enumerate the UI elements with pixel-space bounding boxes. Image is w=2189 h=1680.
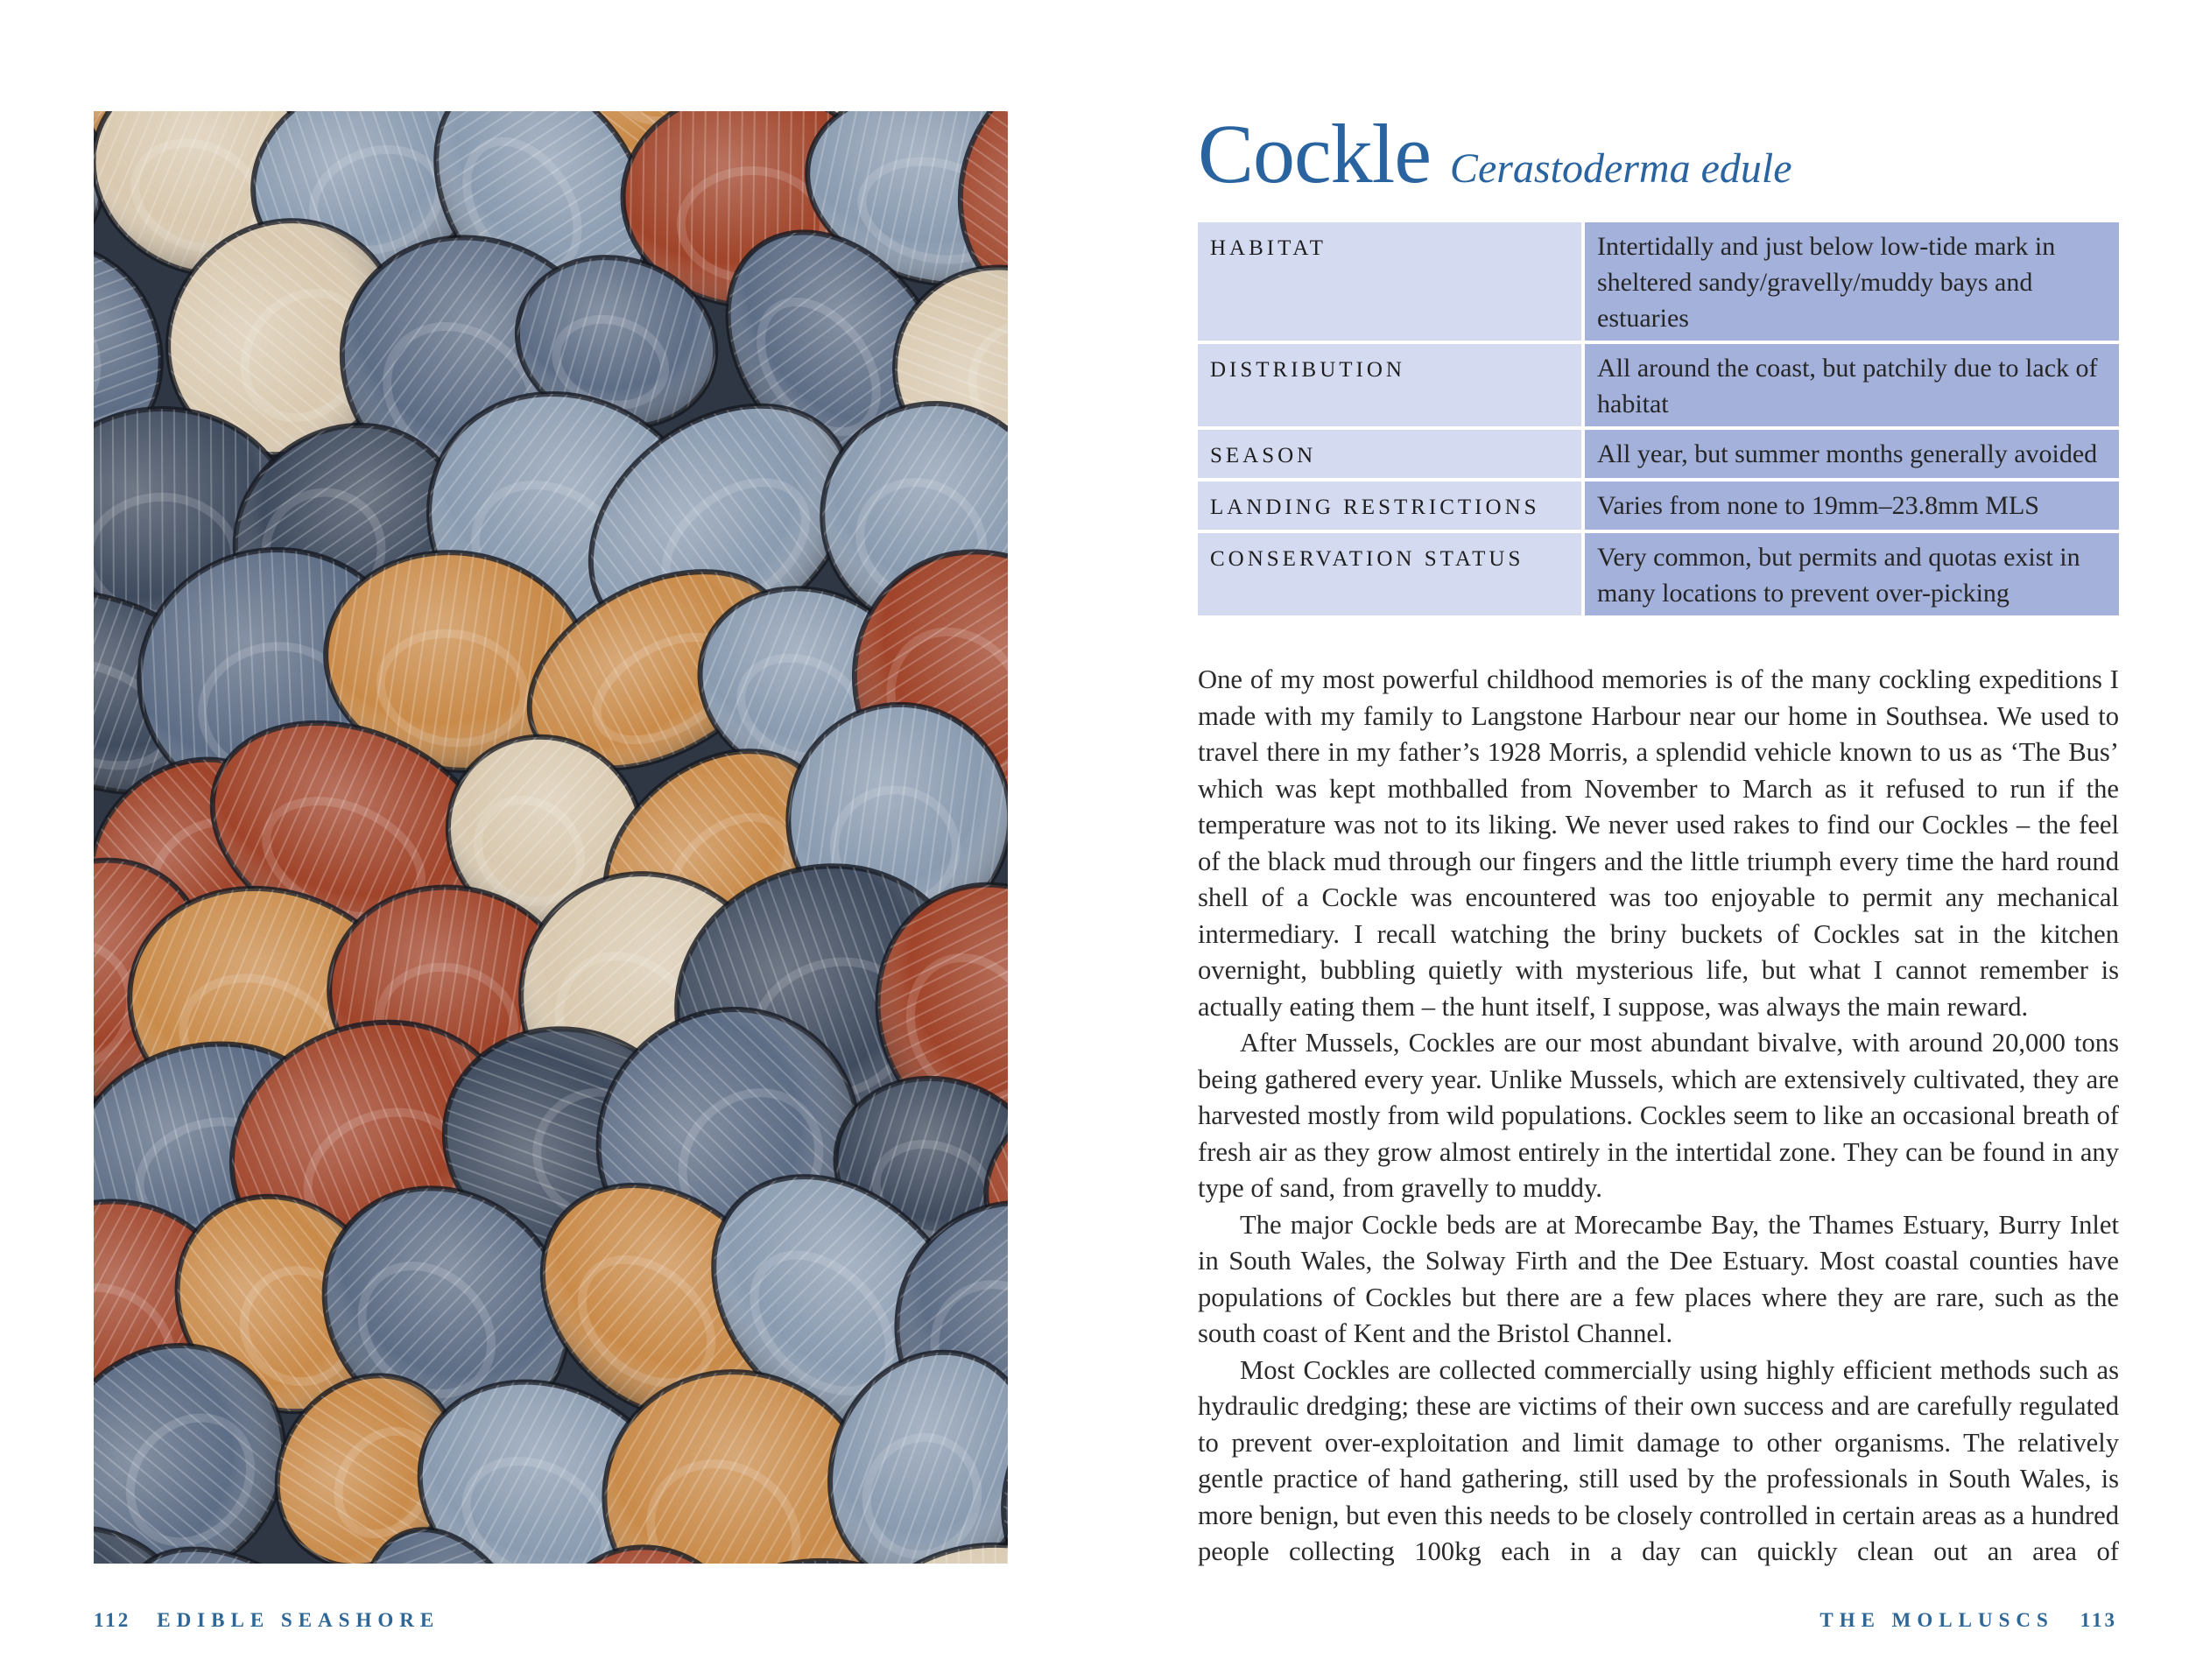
right-page-footer: [1819, 1609, 2117, 1632]
paragraph: After Mussels, Cockles are our most abundant bivalve, with around 20,000 tons being gathered every year. Unlike Mussels, which are extensively cultivated, they are harvested mostly from wild populations. Cockles seem to like an occasional breath of fresh air as they grow almost entirely in the intertidal zone. They can be found in any type of sand, from gravelly to muddy.: [1198, 1028, 2119, 1203]
cockle-photo: [94, 111, 1008, 1564]
paragraph: The major Cockle beds are at Morecambe Bay, the Thames Estuary, Burry Inlet in South Wales, the Solway Firth and the Dee Estuary. Most coastal counties have populations of Cockles but there are a few places where they are rare, such as the south coast of Kent and the Bristol Channel.: [1198, 1209, 2119, 1348]
left-page-footer: [94, 1609, 440, 1632]
facts-row-habitat: [1198, 222, 2119, 341]
facts-row-season: [1198, 430, 2119, 478]
facts-value: Very common, but permits and quotas exist in many locations to prevent over-picking: [1585, 533, 2119, 615]
right-running-head: THE MOLLUSCS: [1819, 1609, 2054, 1631]
left-page-number: 112: [94, 1609, 131, 1631]
facts-row-distribution: [1198, 344, 2119, 426]
entry-title: [1198, 107, 1792, 200]
common-name: Cockle: [1198, 107, 1431, 200]
facts-value: All around the coast, but patchily due to lack of habitat: [1585, 344, 2119, 426]
facts-row-conservation-status: [1198, 533, 2119, 615]
facts-row-landing-restrictions: [1198, 482, 2119, 530]
latin-name: Cerastoderma edule: [1449, 145, 1792, 192]
paragraph: One of my most powerful childhood memories is of the many cockling expeditions I made with my family to Langstone Harbour near our home in Southsea. We used to travel there in my father’s 1928 Morris, a splendid vehicle known to us as ‘The Bus’ which was kept mothballed from November to March as it refused to run if the temperature was not to its liking. We never used rakes to find our Cockles – the feel of the black mud through our fingers and the little triumph every time the hard round shell of a Cockle was encountered was too enjoyable to permit any mechanical intermediary. I recall watching the briny buckets of Cockles sat in the kitchen overnight, bubbling quietly with mysterious life, but what I cannot remember is actually eating them – the hunt itself, I suppose, was always the main reward.: [1198, 664, 2119, 1022]
left-running-head: EDIBLE SEASHORE: [157, 1609, 440, 1631]
species-facts-table: [1198, 219, 2119, 619]
facts-value: All year, but summer months generally avoided: [1585, 430, 2119, 478]
facts-label: DISTRIBUTION: [1198, 344, 1585, 426]
paragraph: Most Cockles are collected commercially using highly efficient methods such as hydraulic dredging; these are victims of their own success and are carefully regulated to prevent over-exploitation and limit damage to other organisms. The relatively gentle practice of hand gathering, still used by the professionals in South Wales, is more benign, but even this needs to be closely controlled in certain areas as a hundred people collecting 100kg each in a day can quickly clean out an area of: [1198, 1354, 2119, 1566]
facts-label: HABITAT: [1198, 222, 1585, 341]
body-text: [1198, 662, 2119, 1571]
cockle-shells-image: [94, 111, 1008, 1564]
right-page-number: 113: [2080, 1609, 2117, 1631]
facts-value: Intertidally and just below low-tide mark in sheltered sandy/gravelly/muddy bays and estuaries: [1585, 222, 2119, 341]
facts-label: CONSERVATION STATUS: [1198, 533, 1585, 615]
facts-label: LANDING RESTRICTIONS: [1198, 482, 1585, 530]
facts-label: SEASON: [1198, 430, 1585, 478]
facts-value: Varies from none to 19mm–23.8mm MLS: [1585, 482, 2119, 530]
